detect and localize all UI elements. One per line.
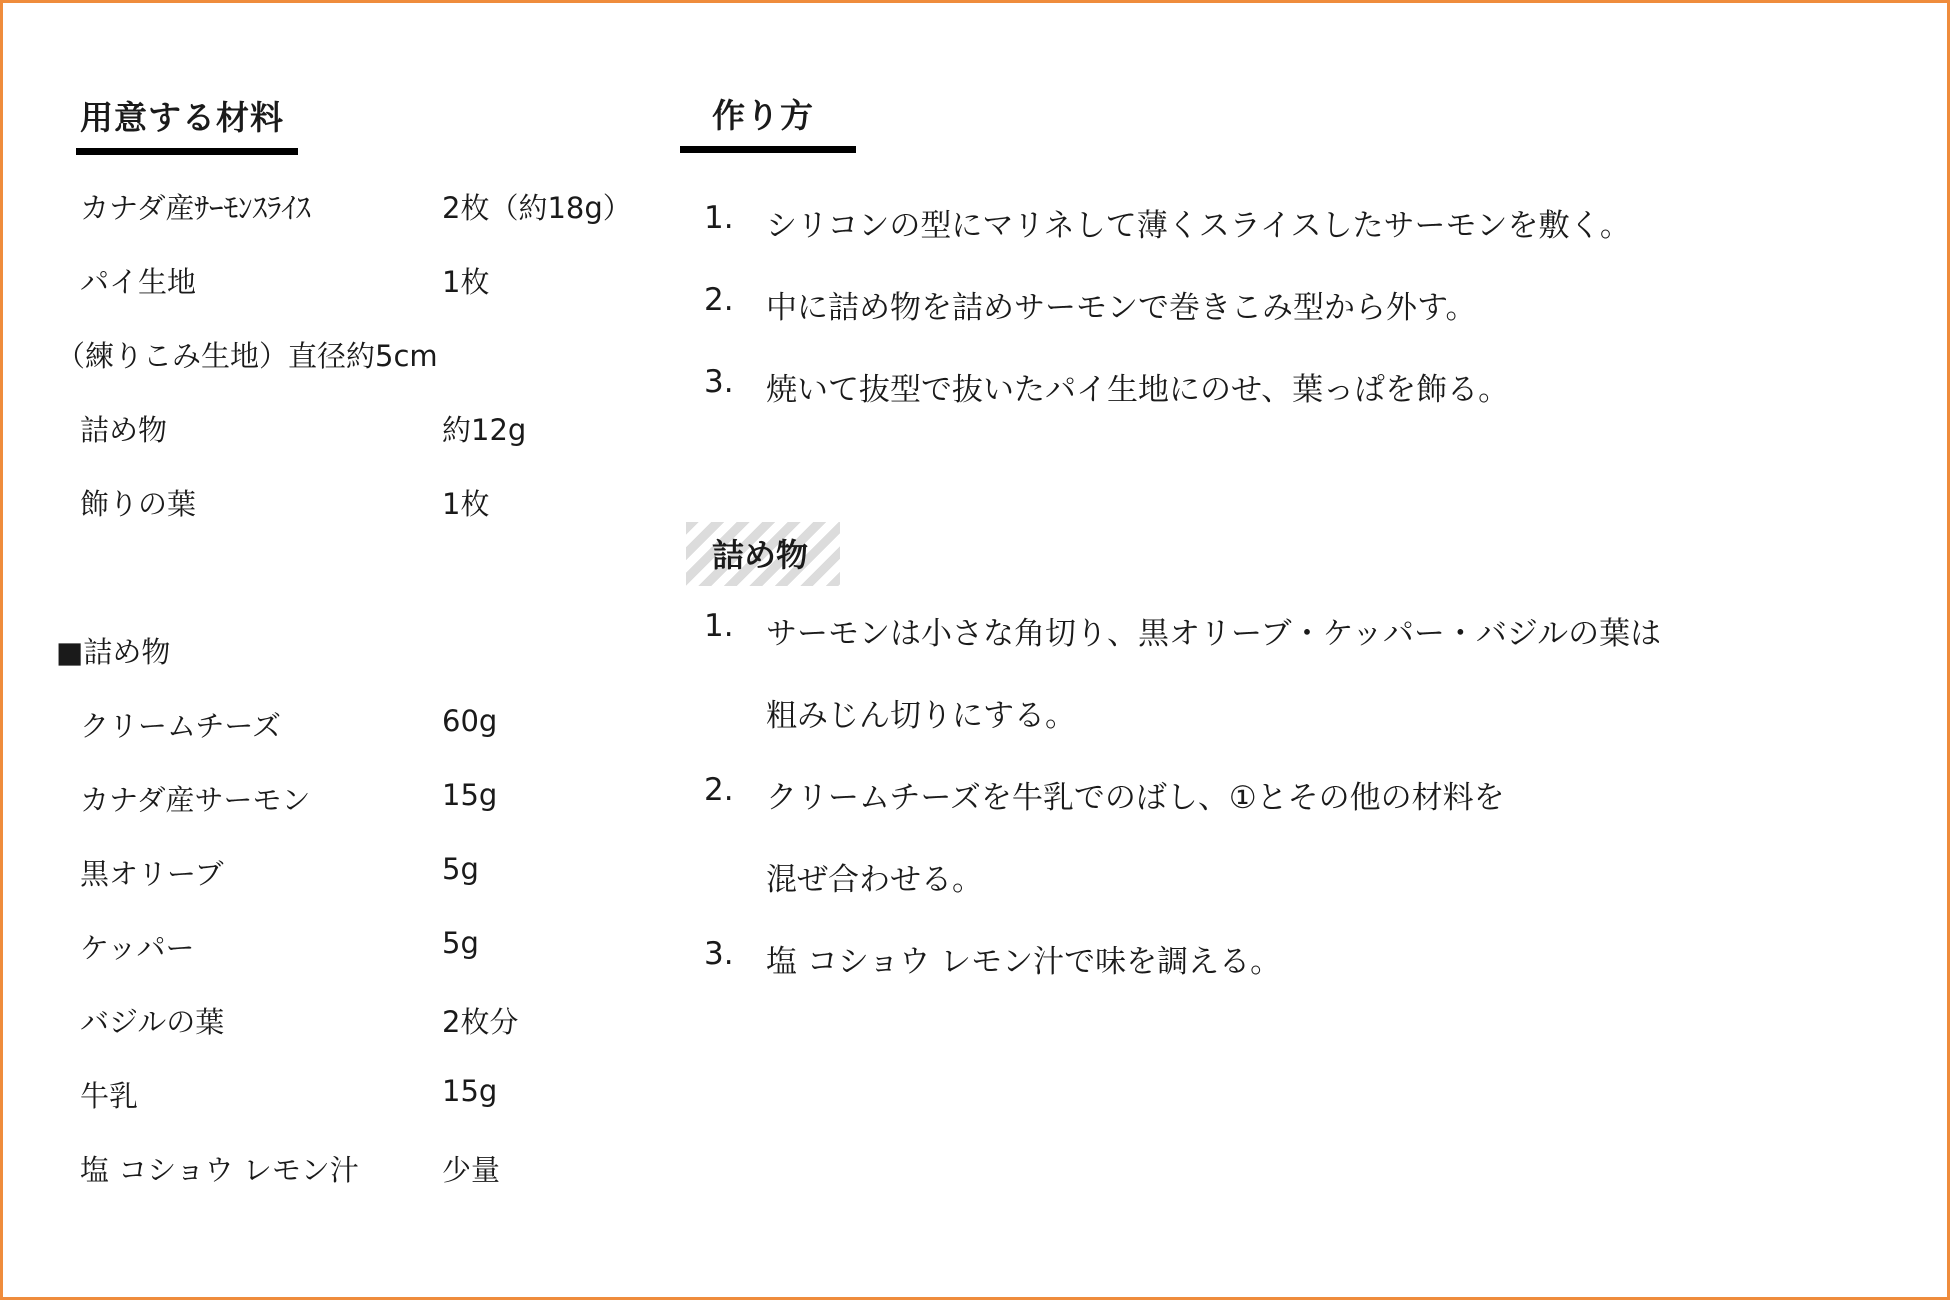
filling-step-text: サーモンは小さな角切り、黒オリーブ・ケッパー・バジルの葉は [766,616,1662,652]
filling-ingredient-qty: 5g [442,926,479,960]
filling-ingredient-name: ケッパー [80,931,195,965]
filling-step-number: 1. [704,608,734,644]
filling-ingredient-qty: 5g [442,852,479,886]
ingredient-name: 詰め物 [80,413,168,447]
filling-step-text-continued: 混ぜ合わせる。 [766,862,983,898]
filling-step-text: クリームチーズを牛乳でのばし、①とその他の材料を [766,780,1505,816]
filling-ingredient-name: 塩 コショウ レモン汁 [80,1153,359,1187]
filling-ingredient-qty: 60g [442,704,498,738]
filling-method-heading: 詰め物 [712,536,809,574]
filling-subheading: ■詰め物 [56,635,171,669]
filling-ingredient-name: バジルの葉 [80,1005,225,1039]
ingredients-heading: 用意する材料 [80,98,284,137]
step-number: 2. [704,282,734,318]
ingredient-qty: 1枚 [442,265,490,299]
ingredient-qty: 約12g [442,413,527,447]
method-heading-underline [680,146,856,153]
ingredient-qty: 1枚 [442,487,490,521]
step-number: 3. [704,364,734,400]
filling-ingredient-qty: 15g [442,778,498,812]
ingredient-name: 飾りの葉 [80,487,197,521]
filling-step-number: 3. [704,936,734,972]
step-text: 中に詰め物を詰めサーモンで巻きこみ型から外す。 [766,290,1477,326]
ingredients-heading-underline [76,148,298,155]
filling-step-number: 2. [704,772,734,808]
ingredient-name: パイ生地 [80,265,197,299]
method-heading: 作り方 [712,96,814,135]
filling-ingredient-name: カナダ産サーモン [80,783,311,817]
filling-step-text-continued: 粗みじん切りにする。 [766,698,1076,734]
step-text: 焼いて抜型で抜いたパイ生地にのせ、葉っぱを飾る。 [766,372,1510,408]
filling-ingredient-name: 牛乳 [80,1079,139,1113]
ingredient-qty: 2枚（約18g） [442,191,632,225]
filling-step-text: 塩 コショウ レモン汁で味を調える。 [766,944,1282,980]
filling-ingredient-qty: 2枚分 [442,1005,519,1039]
filling-ingredient-qty: 少量 [442,1153,501,1187]
filling-ingredient-name: 黒オリーブ [80,857,224,891]
step-text: シリコンの型にマリネして薄くスライスしたサーモンを敷く。 [766,208,1631,244]
ingredient-name: カナダ産ｻｰﾓﾝｽﾗｲｽ [80,191,311,225]
filling-ingredient-qty: 15g [442,1074,498,1108]
filling-ingredient-name: クリームチーズ [80,709,281,743]
step-number: 1. [704,200,734,236]
pie-dough-note: （練りこみ生地）直径約5cm [56,339,438,373]
